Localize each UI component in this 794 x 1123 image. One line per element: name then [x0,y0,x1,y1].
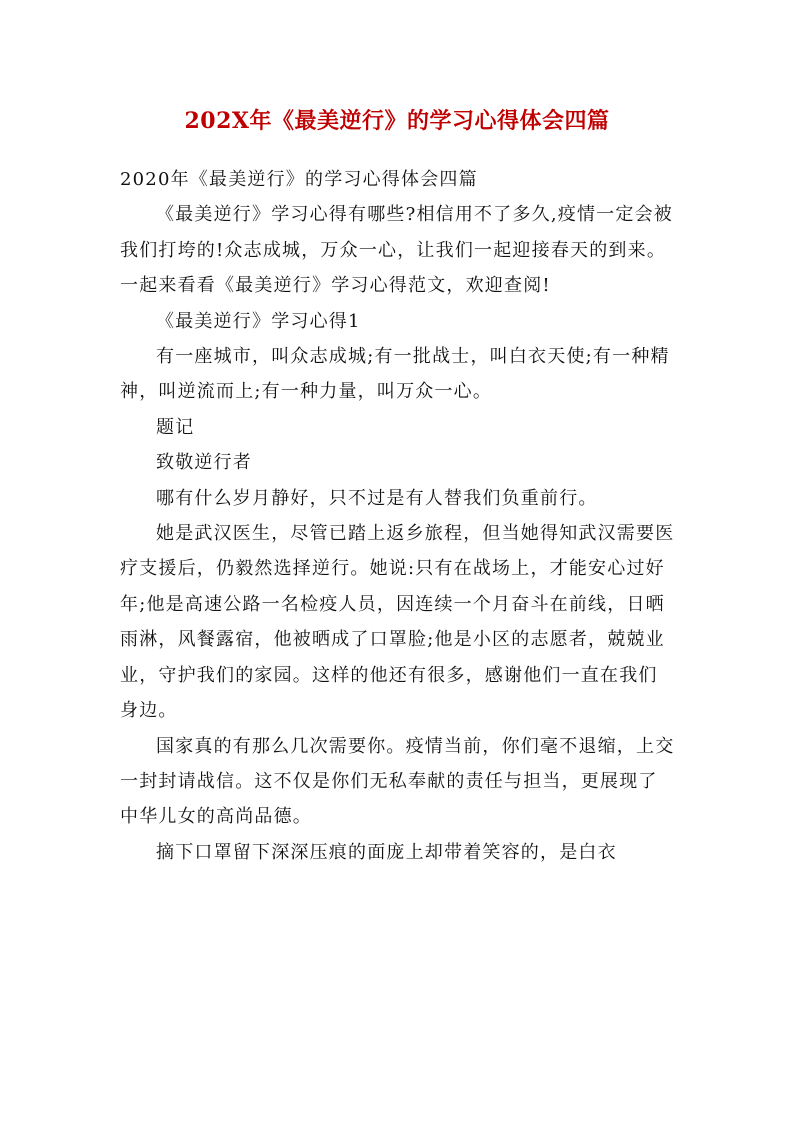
body-paragraph: 哪有什么岁月静好，只不过是有人替我们负重前行。 [156,487,598,509]
body-paragraph: 她是武汉医生，尽管已踏上返乡旅程，但当她得知武汉需要医疗支援后，仍毅然选择逆行。她说:只有在战场上，才能安心过好年;他是高速公路一名检疫人员，因连续一个月奋斗在前线，日晒雨淋，风餐露宿，他被晒成了口罩脸;他是小区的志愿者，兢兢业业，守护我们的家园。这样的他还有很多，感谢他们一直在我们身边。 [120,523,675,722]
document-subtitle: 2020年《最美逆行》的学习心得体会四篇 [120,169,478,190]
body-paragraph: 国家真的有那么几次需要你。疫情当前，你们毫不退缩，上交一封封请战信。这不仅是你们无私奉献的责任与担当，更展现了中华儿女的高尚品德。 [120,735,675,828]
section-heading: 《最美逆行》学习心得1 [156,310,361,332]
body-paragraph: 有一座城市，叫众志成城;有一批战士，叫白衣天使;有一种精神，叫逆流而上;有一种力量，叫万众一心。 [120,346,670,403]
document-body [120,162,676,870]
epigraph-label: 题记 [156,416,195,438]
subheading: 致敬逆行者 [156,452,252,474]
body-paragraph: 摘下口罩留下深深压痕的面庞上却带着笑容的，是白衣 [156,841,617,863]
document-title: 202X年《最美逆行》的学习心得体会四篇 [184,108,610,134]
intro-paragraph: 《最美逆行》学习心得有哪些?相信用不了多久,疫情一定会被我们打垮的!众志成城，万众一心，让我们一起迎接春天的到来。一起来看看《最美逆行》学习心得范文，欢迎查阅! [120,204,673,297]
